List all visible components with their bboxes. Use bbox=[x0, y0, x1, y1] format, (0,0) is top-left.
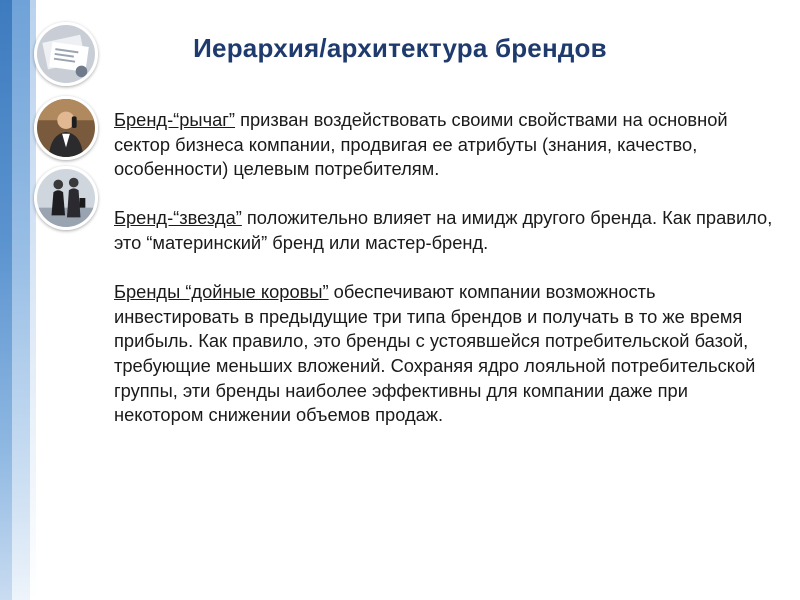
left-decor-band bbox=[0, 0, 12, 600]
business-people-walking-photo bbox=[34, 166, 98, 230]
text-star-brand: положительно влияет на имидж другого бренда. Как правило, это “материнский” бренд или мастер-бренд. bbox=[114, 207, 773, 253]
text-cash-cow-brands: обеспечивают компании возможность инвестировать в предыдущие три типа брендов и получать в то же время прибыль. Как правило, это бренды с устоявшейся потребительской базой, требующие меньших вложений. Сохраняя ядро лояльной потребительской группы, эти бренды наиболее эффективны для компании даже при некотором снижении объемов продаж. bbox=[114, 281, 756, 426]
slide-body bbox=[114, 108, 774, 452]
businessman-phone-photo bbox=[34, 96, 98, 160]
term-cash-cow-brands: Бренды “дойные коровы” bbox=[114, 281, 329, 303]
left-decor-band-fade bbox=[30, 0, 36, 600]
paragraph-star-brand bbox=[114, 206, 774, 255]
paragraph-lever-brand bbox=[114, 108, 774, 182]
term-star-brand: Бренд-“звезда” bbox=[114, 207, 242, 229]
term-lever-brand: Бренд-“рычаг” bbox=[114, 109, 236, 130]
left-decor-band-light bbox=[12, 0, 30, 600]
text-lever-brand: призван воздействовать своими свойствами на основной сектор бизнеса компании, продвигая ее атрибуты (знания, качество, особенности) целевым потребителям. bbox=[114, 109, 728, 180]
slide-title: Иерархия/архитектура брендов bbox=[193, 33, 607, 63]
paragraph-cash-cow-brands bbox=[114, 280, 774, 428]
